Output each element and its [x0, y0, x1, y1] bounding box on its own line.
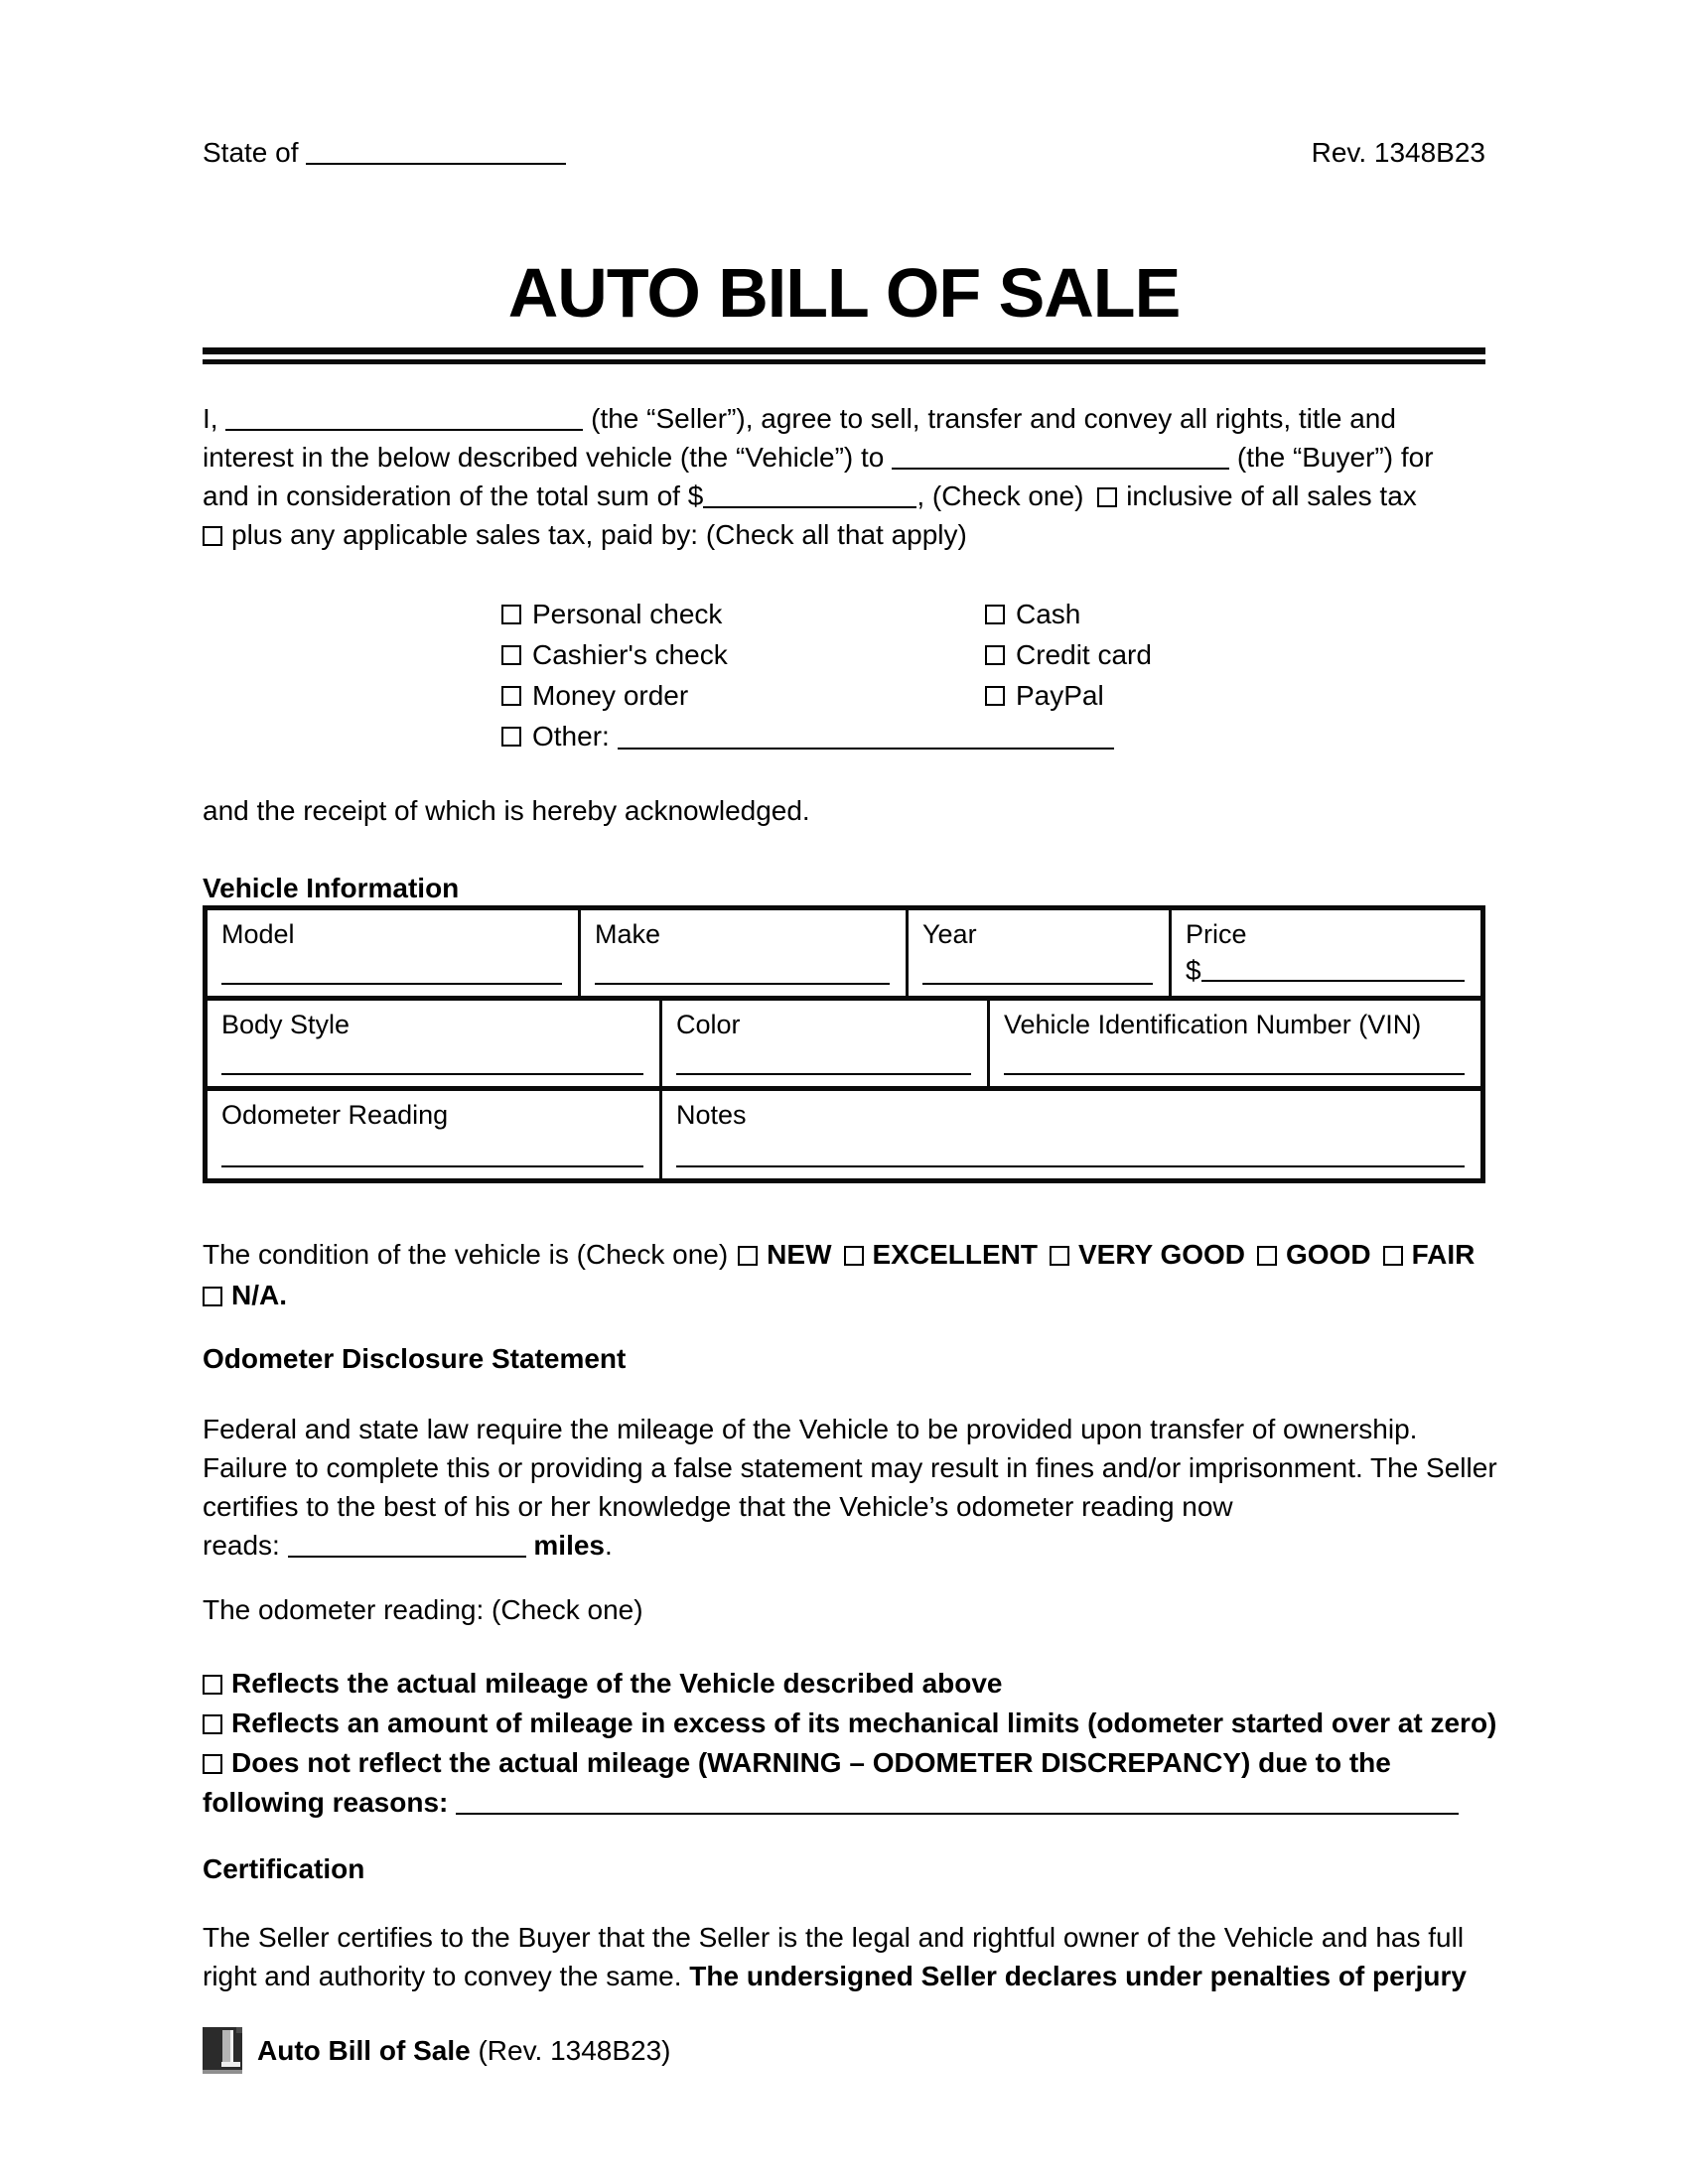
discrepancy-reasons-field[interactable] [456, 1813, 1459, 1815]
vehicle-information-heading: Vehicle Information [203, 873, 460, 903]
vehicle-year-cell: Year [906, 910, 1169, 996]
other-payment-field[interactable] [618, 748, 1114, 750]
intro-line-2: interest in the below described vehicle (the “Vehicle”) to (the “Buyer”) for [203, 442, 1434, 473]
receipt-line: and the receipt of which is hereby acknowledged. [203, 795, 810, 826]
vehicle-table-row-1 [208, 910, 1480, 996]
color-field[interactable] [676, 1073, 971, 1075]
state-of-label: State of [203, 137, 299, 168]
checkbox-condition-new[interactable] [738, 1246, 758, 1266]
checkbox-other[interactable] [501, 727, 521, 747]
vehicle-vin-cell: Vehicle Identification Number (VIN) [987, 1001, 1480, 1086]
payment-option-personal-check: Personal check [501, 594, 1114, 634]
payment-option-cashiers-check: Cashier's check [501, 634, 1114, 675]
buyer-name-field[interactable] [892, 468, 1229, 470]
vin-field[interactable] [1004, 1073, 1465, 1075]
odometer-body-line-4: reads: miles. [203, 1530, 613, 1561]
legal-templates-logo [203, 2027, 242, 2074]
vehicle-table-row-2 [208, 996, 1480, 1086]
condition-paragraph [203, 1234, 1485, 1315]
revision-number: Rev. 1348B23 [1311, 137, 1485, 168]
condition-line-2: N/A. [203, 1275, 1485, 1315]
odometer-body-line-2: Failure to complete this or providing a false statement may result in fines and/or imprisonment. The Seller [203, 1452, 1497, 1483]
odometer-option-excess: Reflects an amount of mileage in excess of its mechanical limits (odometer started over at zero) [203, 1704, 1485, 1743]
body-style-field[interactable] [221, 1073, 643, 1075]
checkbox-credit-card[interactable] [985, 645, 1005, 665]
header-row [203, 137, 1485, 169]
certification-line-2: right and authority to convey the same. The undersigned Seller declares under penalties of perjury [203, 1961, 1467, 1991]
certification-line-1: The Seller certifies to the Buyer that the Seller is the legal and rightful owner of the Vehicle and has full [203, 1922, 1465, 1953]
checkbox-paypal[interactable] [985, 686, 1005, 706]
price-field[interactable] [1201, 980, 1465, 982]
notes-field[interactable] [676, 1165, 1465, 1167]
seller-name-field[interactable] [225, 429, 583, 431]
checkbox-condition-good[interactable] [1257, 1246, 1277, 1266]
payment-option-cash: Cash [985, 594, 1152, 634]
checkbox-personal-check[interactable] [501, 605, 521, 624]
odometer-body-line-3: certifies to the best of his or her knowledge that the Vehicle’s odometer reading now [203, 1491, 1233, 1522]
vehicle-table-row-3 [208, 1086, 1480, 1178]
checkbox-money-order[interactable] [501, 686, 521, 706]
odometer-option-discrepancy-reasons: following reasons: [203, 1783, 1485, 1823]
vehicle-price-cell: Price $ [1169, 910, 1480, 996]
payment-option-money-order: Money order [501, 675, 1114, 716]
sale-amount-field[interactable] [703, 506, 916, 508]
make-field[interactable] [595, 983, 890, 985]
checkbox-condition-na[interactable] [203, 1287, 222, 1306]
vehicle-make-cell: Make [578, 910, 906, 996]
checkbox-condition-fair[interactable] [1383, 1246, 1403, 1266]
checkbox-plus-sales-tax[interactable] [203, 526, 222, 546]
page-title: AUTO BILL OF SALE [507, 254, 1181, 332]
certification-heading: Certification [203, 1853, 365, 1884]
checkbox-cash[interactable] [985, 605, 1005, 624]
odometer-paragraph [203, 1410, 1497, 1565]
checkbox-odometer-actual-mileage[interactable] [203, 1675, 222, 1695]
vehicle-notes-cell: Notes [659, 1091, 1480, 1178]
intro-paragraph [203, 399, 1485, 554]
odometer-options [203, 1664, 1497, 1823]
intro-line-1: I, (the “Seller”), agree to sell, transfer and convey all rights, title and [203, 403, 1396, 434]
vehicle-odometer-cell: Odometer Reading [208, 1091, 659, 1178]
price-dollar-sign: $ [1186, 955, 1201, 986]
footer [203, 2027, 1485, 2074]
year-field[interactable] [922, 983, 1153, 985]
vehicle-body-style-cell: Body Style [208, 1001, 659, 1086]
checkbox-inclusive-sales-tax[interactable] [1097, 487, 1117, 507]
state-name-field[interactable] [306, 163, 566, 165]
vehicle-information-table [203, 905, 1485, 1183]
payment-option-other: Other: [501, 716, 1114, 756]
payment-option-credit-card: Credit card [985, 634, 1152, 675]
certification-paragraph [203, 1918, 1485, 1995]
footer-text: Auto Bill of Sale (Rev. 1348B23) [257, 2034, 671, 2066]
model-field[interactable] [221, 983, 562, 985]
odometer-reading-field[interactable] [221, 1165, 643, 1167]
payment-option-paypal: PayPal [985, 675, 1152, 716]
odometer-option-actual: Reflects the actual mileage of the Vehicle described above [203, 1664, 1485, 1704]
vehicle-model-cell: Model [208, 910, 578, 996]
condition-line-1: The condition of the vehicle is (Check one) NEW EXCELLENT VERY GOOD GOOD FAIR [203, 1239, 1476, 1270]
odometer-miles-field[interactable] [288, 1556, 526, 1558]
checkbox-condition-very-good[interactable] [1050, 1246, 1069, 1266]
intro-line-3: and in consideration of the total sum of $ , (Check one) inclusive of all sales tax [203, 480, 1417, 511]
vehicle-color-cell: Color [659, 1001, 987, 1086]
odometer-disclosure-heading: Odometer Disclosure Statement [203, 1343, 627, 1374]
odometer-body-line-1: Federal and state law require the mileage of the Vehicle to be provided upon transfer of ownership. [203, 1414, 1418, 1444]
odometer-option-discrepancy: Does not reflect the actual mileage (WARNING – ODOMETER DISCREPANCY) due to the [203, 1743, 1485, 1783]
intro-line-4: plus any applicable sales tax, paid by: (Check all that apply) [203, 515, 1485, 554]
odometer-reading-lead: The odometer reading: (Check one) [203, 1594, 643, 1625]
state-of-line [203, 137, 566, 169]
checkbox-odometer-discrepancy[interactable] [203, 1754, 222, 1774]
checkbox-odometer-excess-mileage[interactable] [203, 1714, 222, 1734]
payment-methods-right-column [985, 594, 1152, 716]
checkbox-cashiers-check[interactable] [501, 645, 521, 665]
checkbox-condition-excellent[interactable] [844, 1246, 864, 1266]
title-rule [203, 347, 1485, 364]
